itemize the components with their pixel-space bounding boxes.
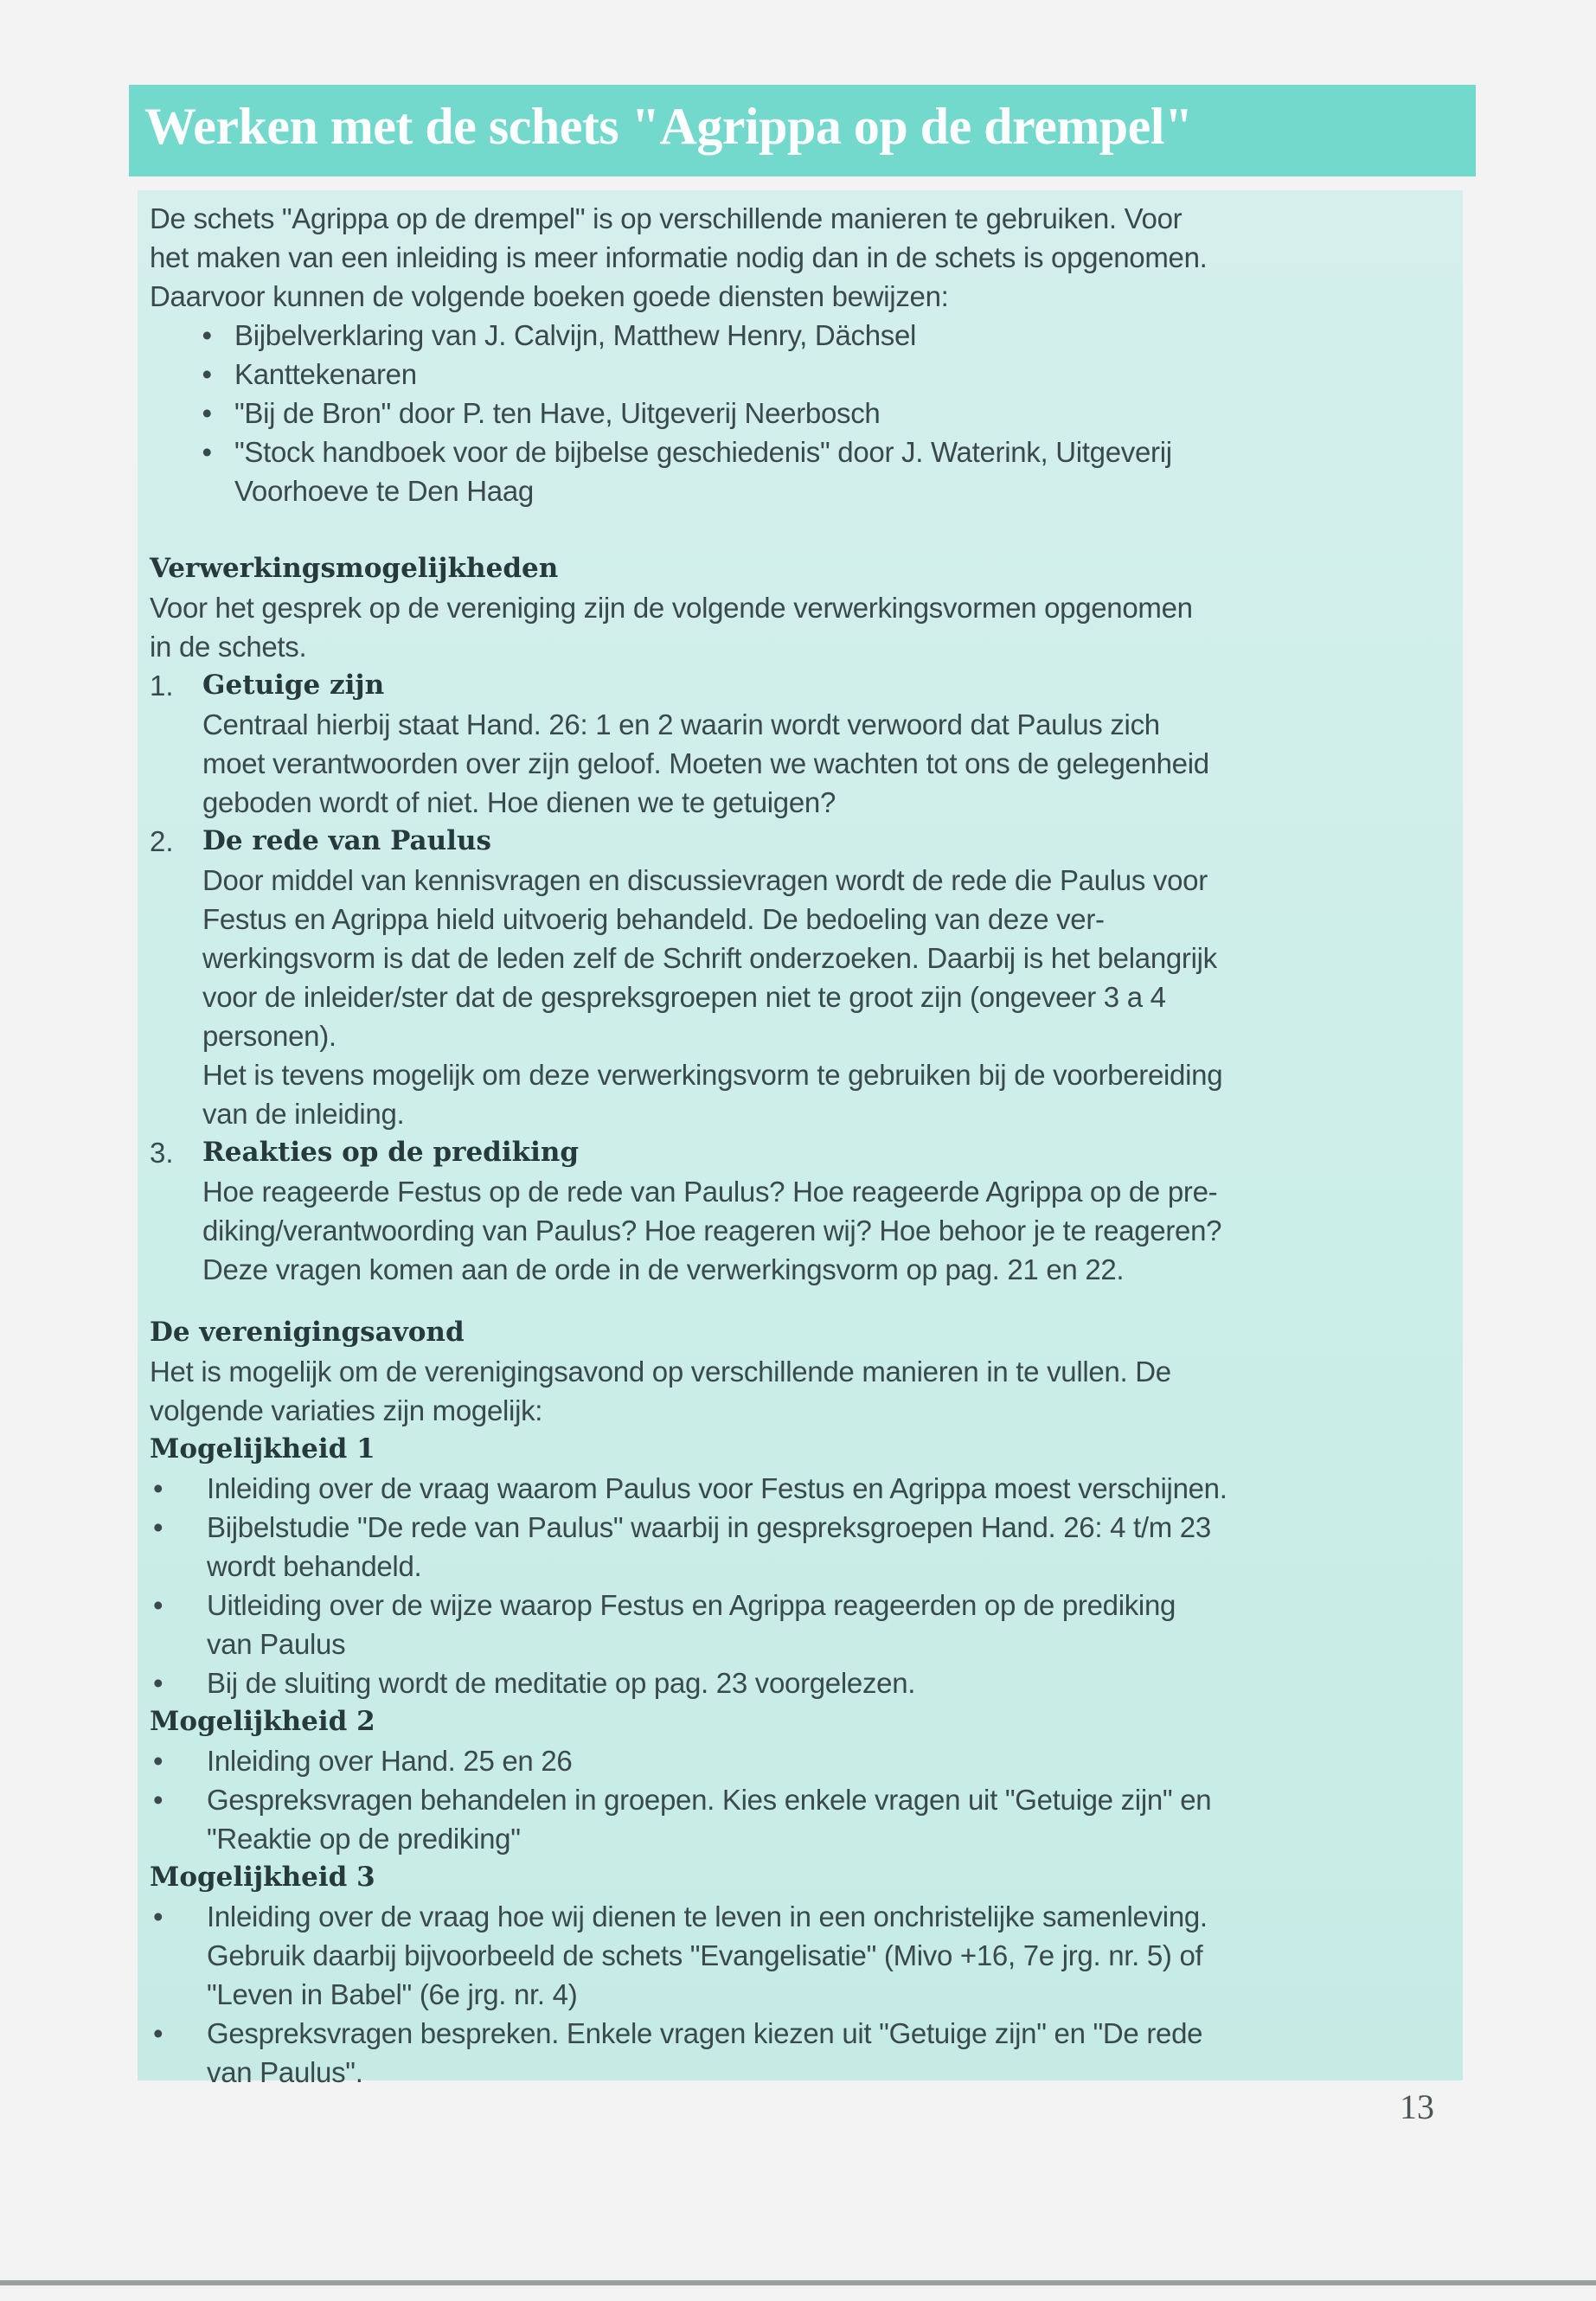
page-edge: [0, 2280, 1596, 2285]
list-item: • Gespreksvragen bespreken. Enkele vragen kiezen uit "Getuige zijn" en "De rede van Paulus".: [150, 2014, 1463, 2092]
section-text: Voor het gesprek op de vereniging zijn de volgende verwerkingsvormen opgenomen in de schets.: [150, 592, 1193, 663]
book-list: [150, 316, 1463, 510]
list-item: • Bijbelverklaring van J. Calvijn, Matthew Henry, Dächsel: [150, 316, 1463, 355]
section-text: Het is mogelijk om de verenigingsavond op verschillende manieren in te vullen. De volgende variaties zijn mogelijk:: [150, 1356, 1171, 1426]
option-heading: Mogelijkheid 2: [150, 1706, 375, 1737]
bullet-icon: •: [153, 1900, 163, 1932]
content-box: [138, 190, 1463, 2088]
page-number: 13: [1400, 2087, 1434, 2126]
section-heading: Verwerkingsmogelijkheden: [150, 553, 559, 584]
list-item: • Inleiding over de vraag hoe wij dienen te leven in een onchristelijke samenleving. Gebruik daarbij bijvoorbeeld de schets "Evangelisatie" (Mivo +16, 7e jrg. nr. 5) of "Leven in Babel" (6e jrg. nr. 4): [150, 1897, 1463, 2014]
numbered-item: 1. Getuige zijn Centraal hierbij staat Hand. 26: 1 en 2 waarin wordt verwoord dat Paulus zich moet verantwoorden over zijn geloof. Moeten we wachten tot ons de gelegenheid geboden wordt of niet. Hoe dienen we te getuigen?: [150, 670, 1209, 818]
list-item: • "Stock handboek voor de bijbelse geschiedenis" door J. Waterink, Uitgeverij Voorhoeve te Den Haag: [150, 433, 1463, 510]
bullet-icon: •: [202, 397, 212, 429]
list-item: • Inleiding over Hand. 25 en 26: [150, 1741, 1463, 1780]
bullet-icon: •: [153, 1589, 163, 1621]
bullet-icon: •: [202, 436, 212, 468]
list-item: • Kanttekenaren: [150, 355, 1463, 394]
numbered-item: 2. De rede van Paulus Door middel van kennisvragen en discussievragen wordt de rede die Paulus voor Festus en Agrippa hield uitvoerig behandeld. De bedoeling van deze ver- werkingsvorm is dat de leden zelf de Schrift onderzoeken. Daarbij is het belangrijk voor de inleider/ster dat de gespreksgroepen niet te groot zijn (ongeveer 3 a 4 personen). Het is tevens mogelijk om deze verwerkingsvorm te gebruiken bij de voorbereiding van de inleiding.: [150, 825, 1223, 1130]
list-item: • Bij de sluiting wordt de meditatie op pag. 23 voorgelezen.: [150, 1663, 1463, 1702]
intro-text: De schets "Agrippa op de drempel" is op verschillende manieren te gebruiken. Voor het maken van een inleiding is meer informatie nodig dan in de schets is opgenomen. Daarvoor kunnen de volgende boeken goede diensten bewijzen:: [150, 202, 1208, 312]
list-item: • Uitleiding over de wijze waarop Festus en Agrippa reageerden op de prediking van Paulus: [150, 1586, 1463, 1663]
list-item: • "Bij de Bron" door P. ten Have, Uitgeverij Neerbosch: [150, 394, 1463, 433]
page-title: Werken met de schets "Agrippa op de drempel": [144, 98, 1193, 155]
title-banner: [129, 85, 1476, 176]
numbered-item: 3. Reakties op de prediking Hoe reageerde Festus op de rede van Paulus? Hoe reageerde Agrippa op de pre- diking/verantwoording van Paulus? Hoe reageren wij? Hoe behoor je te reageren? Deze vragen komen aan de orde in de verwerkingsvorm op pag. 21 en 22.: [150, 1137, 1222, 1285]
option-heading: Mogelijkheid 1: [150, 1433, 375, 1465]
bullet-icon: •: [153, 1667, 163, 1699]
list-item: • Inleiding over de vraag waarom Paulus voor Festus en Agrippa moest verschijnen.: [150, 1469, 1463, 1508]
bullet-icon: •: [202, 319, 212, 351]
bullet-icon: •: [153, 1511, 163, 1543]
bullet-icon: •: [153, 2017, 163, 2049]
bullet-icon: •: [153, 1745, 163, 1777]
bullet-icon: •: [153, 1784, 163, 1816]
option-heading: Mogelijkheid 3: [150, 1862, 375, 1893]
list-item: • Bijbelstudie "De rede van Paulus" waarbij in gespreksgroepen Hand. 26: 4 t/m 23 wordt behandeld.: [150, 1508, 1463, 1586]
list-item: • Gespreksvragen behandelen in groepen. Kies enkele vragen uit "Getuige zijn" en "Reaktie op de prediking": [150, 1780, 1463, 1858]
section-heading: De verenigingsavond: [150, 1317, 465, 1348]
bullet-icon: •: [153, 1472, 163, 1504]
bullet-icon: •: [202, 358, 212, 390]
